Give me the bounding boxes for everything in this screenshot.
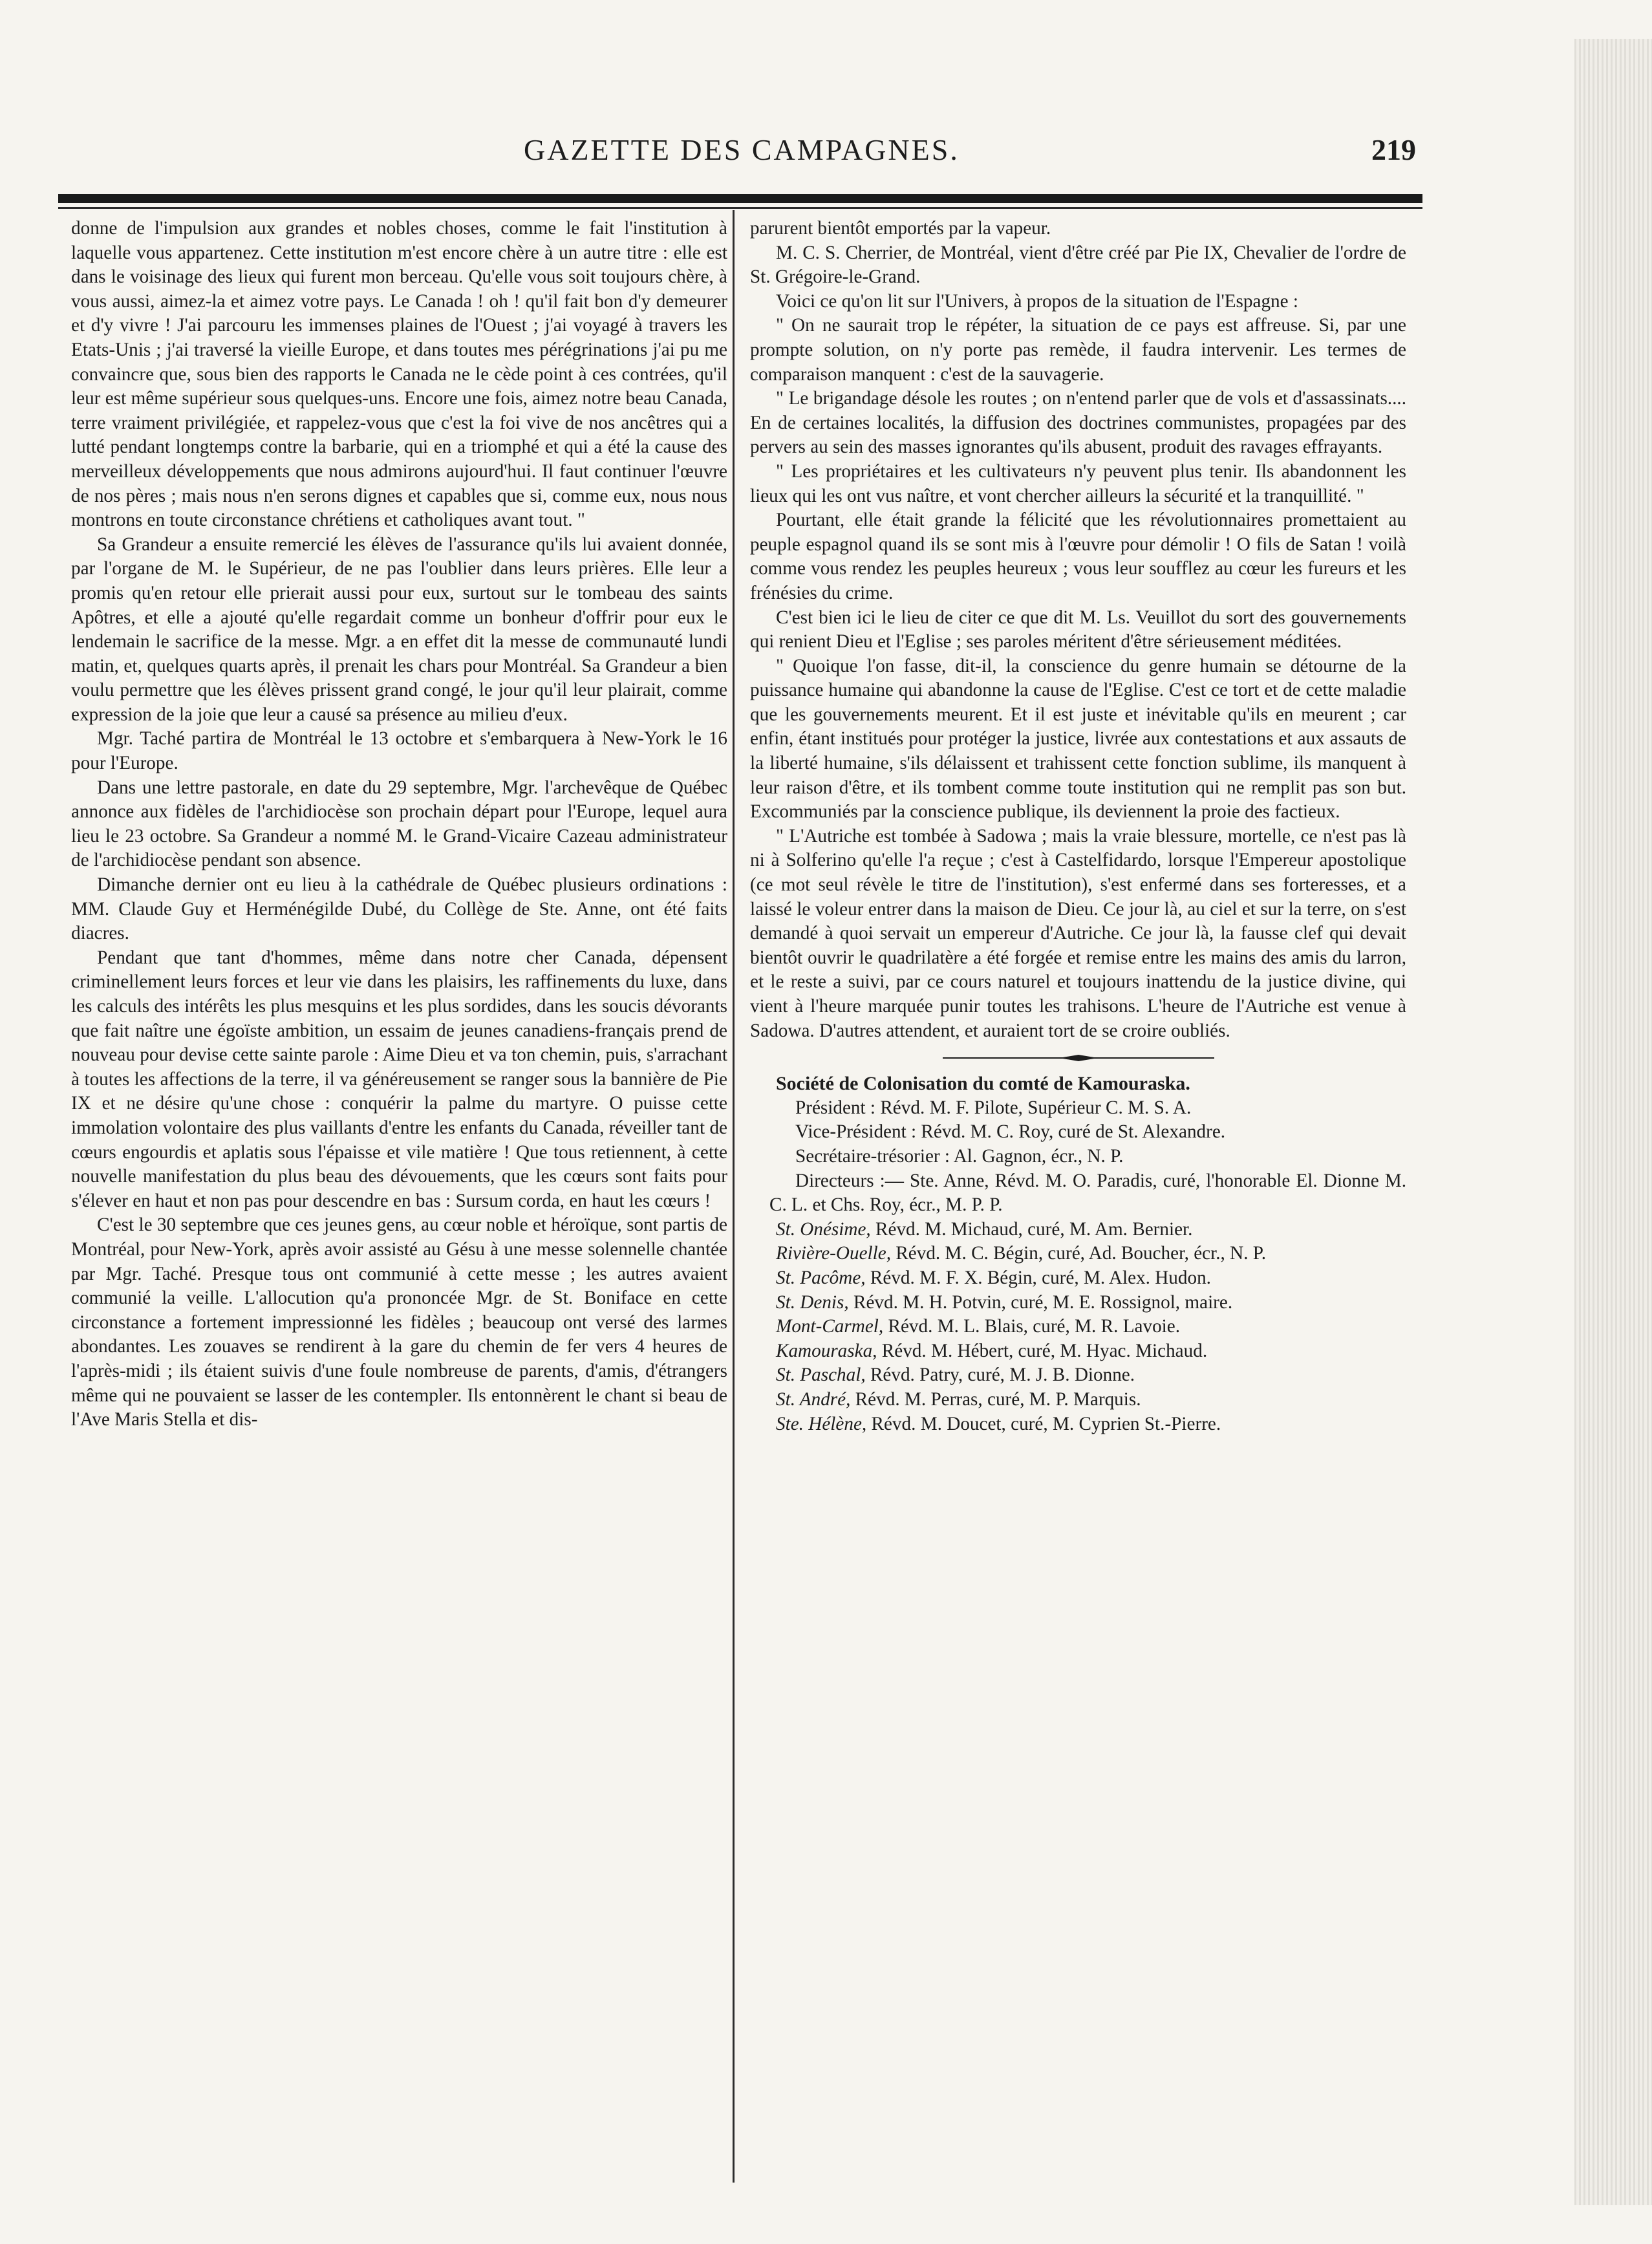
parish-line <box>750 1388 1406 1412</box>
paragraph: Mgr. Taché partira de Montréal le 13 octobre et s'embarquera à New-York le 16 pour l'Europe. <box>71 728 727 774</box>
parish-name: St. Paschal, <box>776 1365 866 1386</box>
paragraph: M. C. S. Cherrier, de Montréal, vient d'être créé par Pie IX, Chevalier de l'ordre de St. Grégoire-le-Grand. <box>750 242 1406 288</box>
paragraph: " Les propriétaires et les cultivateurs n'y peuvent plus tenir. Ils abandonnent les lieux qui les ont vus naître, et vont chercher ailleurs la sécurité et la tranquillité. " <box>750 460 1406 506</box>
parish-line <box>750 1339 1406 1364</box>
section-divider <box>750 1053 1406 1063</box>
parish-line <box>750 1266 1406 1291</box>
page-number: 219 <box>1371 133 1416 166</box>
parish-directors: Révd. M. F. X. Bégin, curé, M. Alex. Hudon. <box>870 1267 1211 1288</box>
parish-name: Rivière-Ouelle, <box>776 1243 892 1264</box>
right-column <box>750 217 1406 1436</box>
paragraph: donne de l'impulsion aux grandes et nobles choses, comme le fait l'institution à laquelle vous appartenez. Cette institution m'est encore chère à un autre titre : elle est dans le voisinage des lieux qui furent mon berceau. Qu'elle vous soit toujours chère, à vous aussi, aimez-la et aimez votre pays. Le Canada ! oh ! qu'il fait bon d'y demeurer et d'y vivre ! J'ai parcouru les immenses plaines de l'Ouest ; j'ai voyagé à travers les Etats-Unis ; j'ai traversé la vieille Europe, et dans toutes mes pérégrinations j'ai pu me convaincre que, sous bien des rapports le Canada ne le cède point à ces contrées, qu'il leur est même supérieur sous quelques-uns. Encore une fois, aimez notre beau Canada, terre vraiment privilégiée, et rappelez-vous que c'est la foi vive de nos ancêtres qui a lutté pendant longtemps contre la barbarie, qui en a triomphé et qui a été la cause des merveilleux développements que nous admirons aujourd'hui. Il faut continuer l'œuvre de nos pères ; mais nous n'en serons dignes et capables que si, comme eux, nous nous montrons en toute circonstance chrétiens et catholiques avant tout. " <box>71 218 727 531</box>
parish-line <box>750 1242 1406 1266</box>
officer-line: Secrétaire-trésorier : Al. Gagnon, écr., N. P. <box>795 1145 1124 1167</box>
paragraph: " L'Autriche est tombée à Sadowa ; mais la vraie blessure, mortelle, ce n'est pas là ni à Solferino qu'elle l'a reçue ; c'est à Castelfidardo, lorsque l'Empereur apostolique (ce mot seul révèle le titre de l'institution), s'est enfermé dans ses forteresses, et a laissé le voleur entrer dans la maison de Dieu. Ce jour là, au ciel et sur la terre, on s'est demandé à quoi servait un empereur d'Autriche. Ce jour là, la fausse clef qui devait bientôt ouvrir le quadrilatère a été forgée et remise entre les mains des amis du larron, et le reste a suivi, par ce cours naturel et toujours inattendu de la justice divine, qui vient à l'heure marquée punir toutes les trahisons. L'heure de l'Autriche est venue à Sadowa. D'autres attendent, et auraient tort de se croire oubliés. <box>750 825 1406 1041</box>
parish-line <box>750 1363 1406 1388</box>
parish-name: St. Denis, <box>776 1291 849 1313</box>
society-title: Société de Colonisation du comté de Kamouraska. <box>776 1073 1190 1095</box>
page-header <box>58 133 1416 178</box>
parish-directors: Révd. M. Perras, curé, M. P. Marquis. <box>855 1388 1141 1410</box>
paragraph: " Le brigandage désole les routes ; on n'entend parler que de vols et d'assassinats.... En de certaines localités, la diffusion des doctrines communistes, propagées par des pervers au sein des masses ignorantes qu'ils abusent, produit des ravages effrayants. <box>750 388 1406 458</box>
officer-line: Président : Révd. M. F. Pilote, Supérieur C. M. S. A. <box>795 1097 1192 1118</box>
parish-name: St. Onésime, <box>776 1218 871 1240</box>
paragraph: Pendant que tant d'hommes, même dans notre cher Canada, dépensent criminellement leurs forces et leur vie dans les plaisirs, les raffinements du luxe, dans les calculs des intérêts les plus mesquins et les plus sordides, dans les soucis dévorants que fait naître une égoïste ambition, un essaim de jeunes canadiens-français prend de nouveau pour devise cette sainte parole : Aime Dieu et va ton chemin, puis, s'arrachant à toutes les affections de la terre, il va généreusement se ranger sous la bannière de Pie IX et ne désire qu'une chose : conquérir la palme du martyre. O puisse cette immolation volontaire des plus vaillants d'entre les enfants du Canada, réveiller tant de cœurs engourdis et aplatis sous l'épaisse et vile matière ! Que tous retiennent, à cette nouvelle manifestation du plus beau des dévouements, que les cœurs sont faits pour s'élever en haut et non pas pour descendre en bas : Sursum corda, en haut les cœurs ! <box>71 947 727 1211</box>
parish-name: Kamouraska, <box>776 1340 877 1361</box>
parish-directors: Révd. M. H. Potvin, curé, M. E. Rossignol, maire. <box>853 1291 1233 1313</box>
paragraph: Dimanche dernier ont eu lieu à la cathédrale de Québec plusieurs ordinations : MM. Claude Guy et Herménégilde Dubé, du Collège de Ste. Anne, ont été faits diacres. <box>71 874 727 944</box>
parish-line <box>750 1315 1406 1339</box>
paragraph: Voici ce qu'on lit sur l'Univers, à propos de la situation de l'Espagne : <box>776 290 1299 312</box>
parish-name: Ste. Hélène, <box>776 1413 867 1434</box>
parish-line <box>750 1412 1406 1437</box>
paragraph: Dans une lettre pastorale, en date du 29 septembre, Mgr. l'archevêque de Québec annonce aux fidèles de l'archidiocèse son prochain départ pour l'Europe, lequel aura lieu le 23 octobre. Sa Grandeur a nommé M. le Grand-Vicaire Cazeau administrateur de l'archidiocèse pendant son absence. <box>71 777 727 871</box>
parish-directors: Révd. M. Doucet, curé, M. Cyprien St.-Pierre. <box>871 1413 1221 1434</box>
paragraph: Pourtant, elle était grande la félicité que les révolutionnaires promettaient au peuple espagnol quand ils se sont mis à l'œuvre pour démolir ! O fils de Satan ! voilà comme vous rendez les peuples heureux ; vous leur soufflez au cœur les fureurs et les frénésies du crime. <box>750 510 1406 603</box>
parish-name: St. André, <box>776 1388 851 1410</box>
parish-line <box>750 1218 1406 1242</box>
parish-name: St. Pacôme, <box>776 1267 866 1288</box>
left-column <box>71 217 727 1432</box>
paragraph: " On ne saurait trop le répéter, la situation de ce pays est affreuse. Si, par une prompte solution, on n'y porte pas remède, il faudra intervenir. Les termes de comparaison manquent : c'est de la sauvagerie. <box>750 315 1406 385</box>
header-rule-thin <box>58 207 1422 209</box>
page-edge-shadow <box>1574 39 1652 2205</box>
paragraph: Sa Grandeur a ensuite remercié les élèves de l'assurance qu'ils lui avaient donnée, par l'organe de M. le Supérieur, de ne pas l'oublier dans leurs prières. Elle leur a promis qu'en retour elle prierait aussi pour eux, surtout sur le tombeau des saints Apôtres, et elle a ajouté qu'elle regardait comme un bonheur d'offrir pour eux le lendemain le sacrifice de la messe. Mgr. a en effet dit la messe de communauté lundi matin, et, quelques quarts après, il prenait les chars pour Montréal. Sa Grandeur a bien voulu permettre que les élèves prissent grand congé, le jour qu'il leur plairait, comme expression de la joie que leur a causé sa présence au milieu d'eux. <box>71 534 727 725</box>
parish-line <box>750 1291 1406 1315</box>
header-rule-thick <box>58 194 1422 203</box>
parish-directors: Révd. M. Hébert, curé, M. Hyac. Michaud. <box>881 1340 1208 1361</box>
parish-directors: Révd. M. L. Blais, curé, M. R. Lavoie. <box>888 1316 1181 1337</box>
paragraph: C'est bien ici le lieu de citer ce que dit M. Ls. Veuillot du sort des gouvernements qui renient Dieu et l'Eglise ; ses paroles méritent d'être sérieusement méditées. <box>750 607 1406 653</box>
page-title: GAZETTE DES CAMPAGNES. <box>524 133 960 166</box>
parish-name: Mont-Carmel, <box>776 1316 884 1337</box>
parish-directors: Révd. M. Michaud, curé, M. Am. Bernier. <box>875 1218 1193 1240</box>
divider-ornament <box>943 1053 1214 1063</box>
paragraph: " Quoique l'on fasse, dit-il, la conscience du genre humain se détourne de la puissance humaine qui abandonne la cause de l'Eglise. C'est ce tort et de cette maladie que les gouvernements meurent. Et il est juste et inévitable qu'ils en meurent ; car enfin, étant institués pour protéger la justice, livrée aux contestations et aux assauts de la liberté humaine, s'ils délaissent et trahissent cette fonction sublime, ils manquent à leur raison d'être, et ils tombent comme toute institution qui ne remplit pas son but. Excommuniés par la conscience publique, ils deviennent la proie des factieux. <box>750 655 1406 823</box>
officer-line: Vice-Président : Révd. M. C. Roy, curé de St. Alexandre. <box>795 1121 1226 1143</box>
parish-directors: Révd. M. C. Bégin, curé, Ad. Boucher, écr., N. P. <box>896 1243 1267 1264</box>
column-separator <box>733 210 735 2183</box>
officer-line: Directeurs :— Ste. Anne, Révd. M. O. Paradis, curé, l'honorable El. Dionne M. C. L. et Chs. Roy, écr., M. P. P. <box>769 1170 1406 1216</box>
paragraph: C'est le 30 septembre que ces jeunes gens, au cœur noble et héroïque, sont partis de Montréal, pour New-York, après avoir assisté au Gésu à une messe solennelle chantée par Mgr. Taché. Presque tous ont communié à cette messe ; les autres avaient communié la veille. L'allocution qu'a prononcée Mgr. de St. Boniface en cette circonstance a fortement impressionné les fidèles ; beaucoup ont versé des larmes abondantes. Les zouaves se rendirent à la gare du chemin de fer vers 4 heures de l'après-midi ; ils étaient suivis d'une foule nombreuse de parents, d'amis, d'étrangers même qui ne pouvaient se lasser de les contempler. Ils entonnèrent le chant si beau de l'Ave Maris Stella et dis- <box>71 1214 727 1430</box>
paragraph: parurent bientôt emportés par la vapeur. <box>750 218 1051 239</box>
parish-directors: Révd. Patry, curé, M. J. B. Dionne. <box>870 1365 1135 1386</box>
